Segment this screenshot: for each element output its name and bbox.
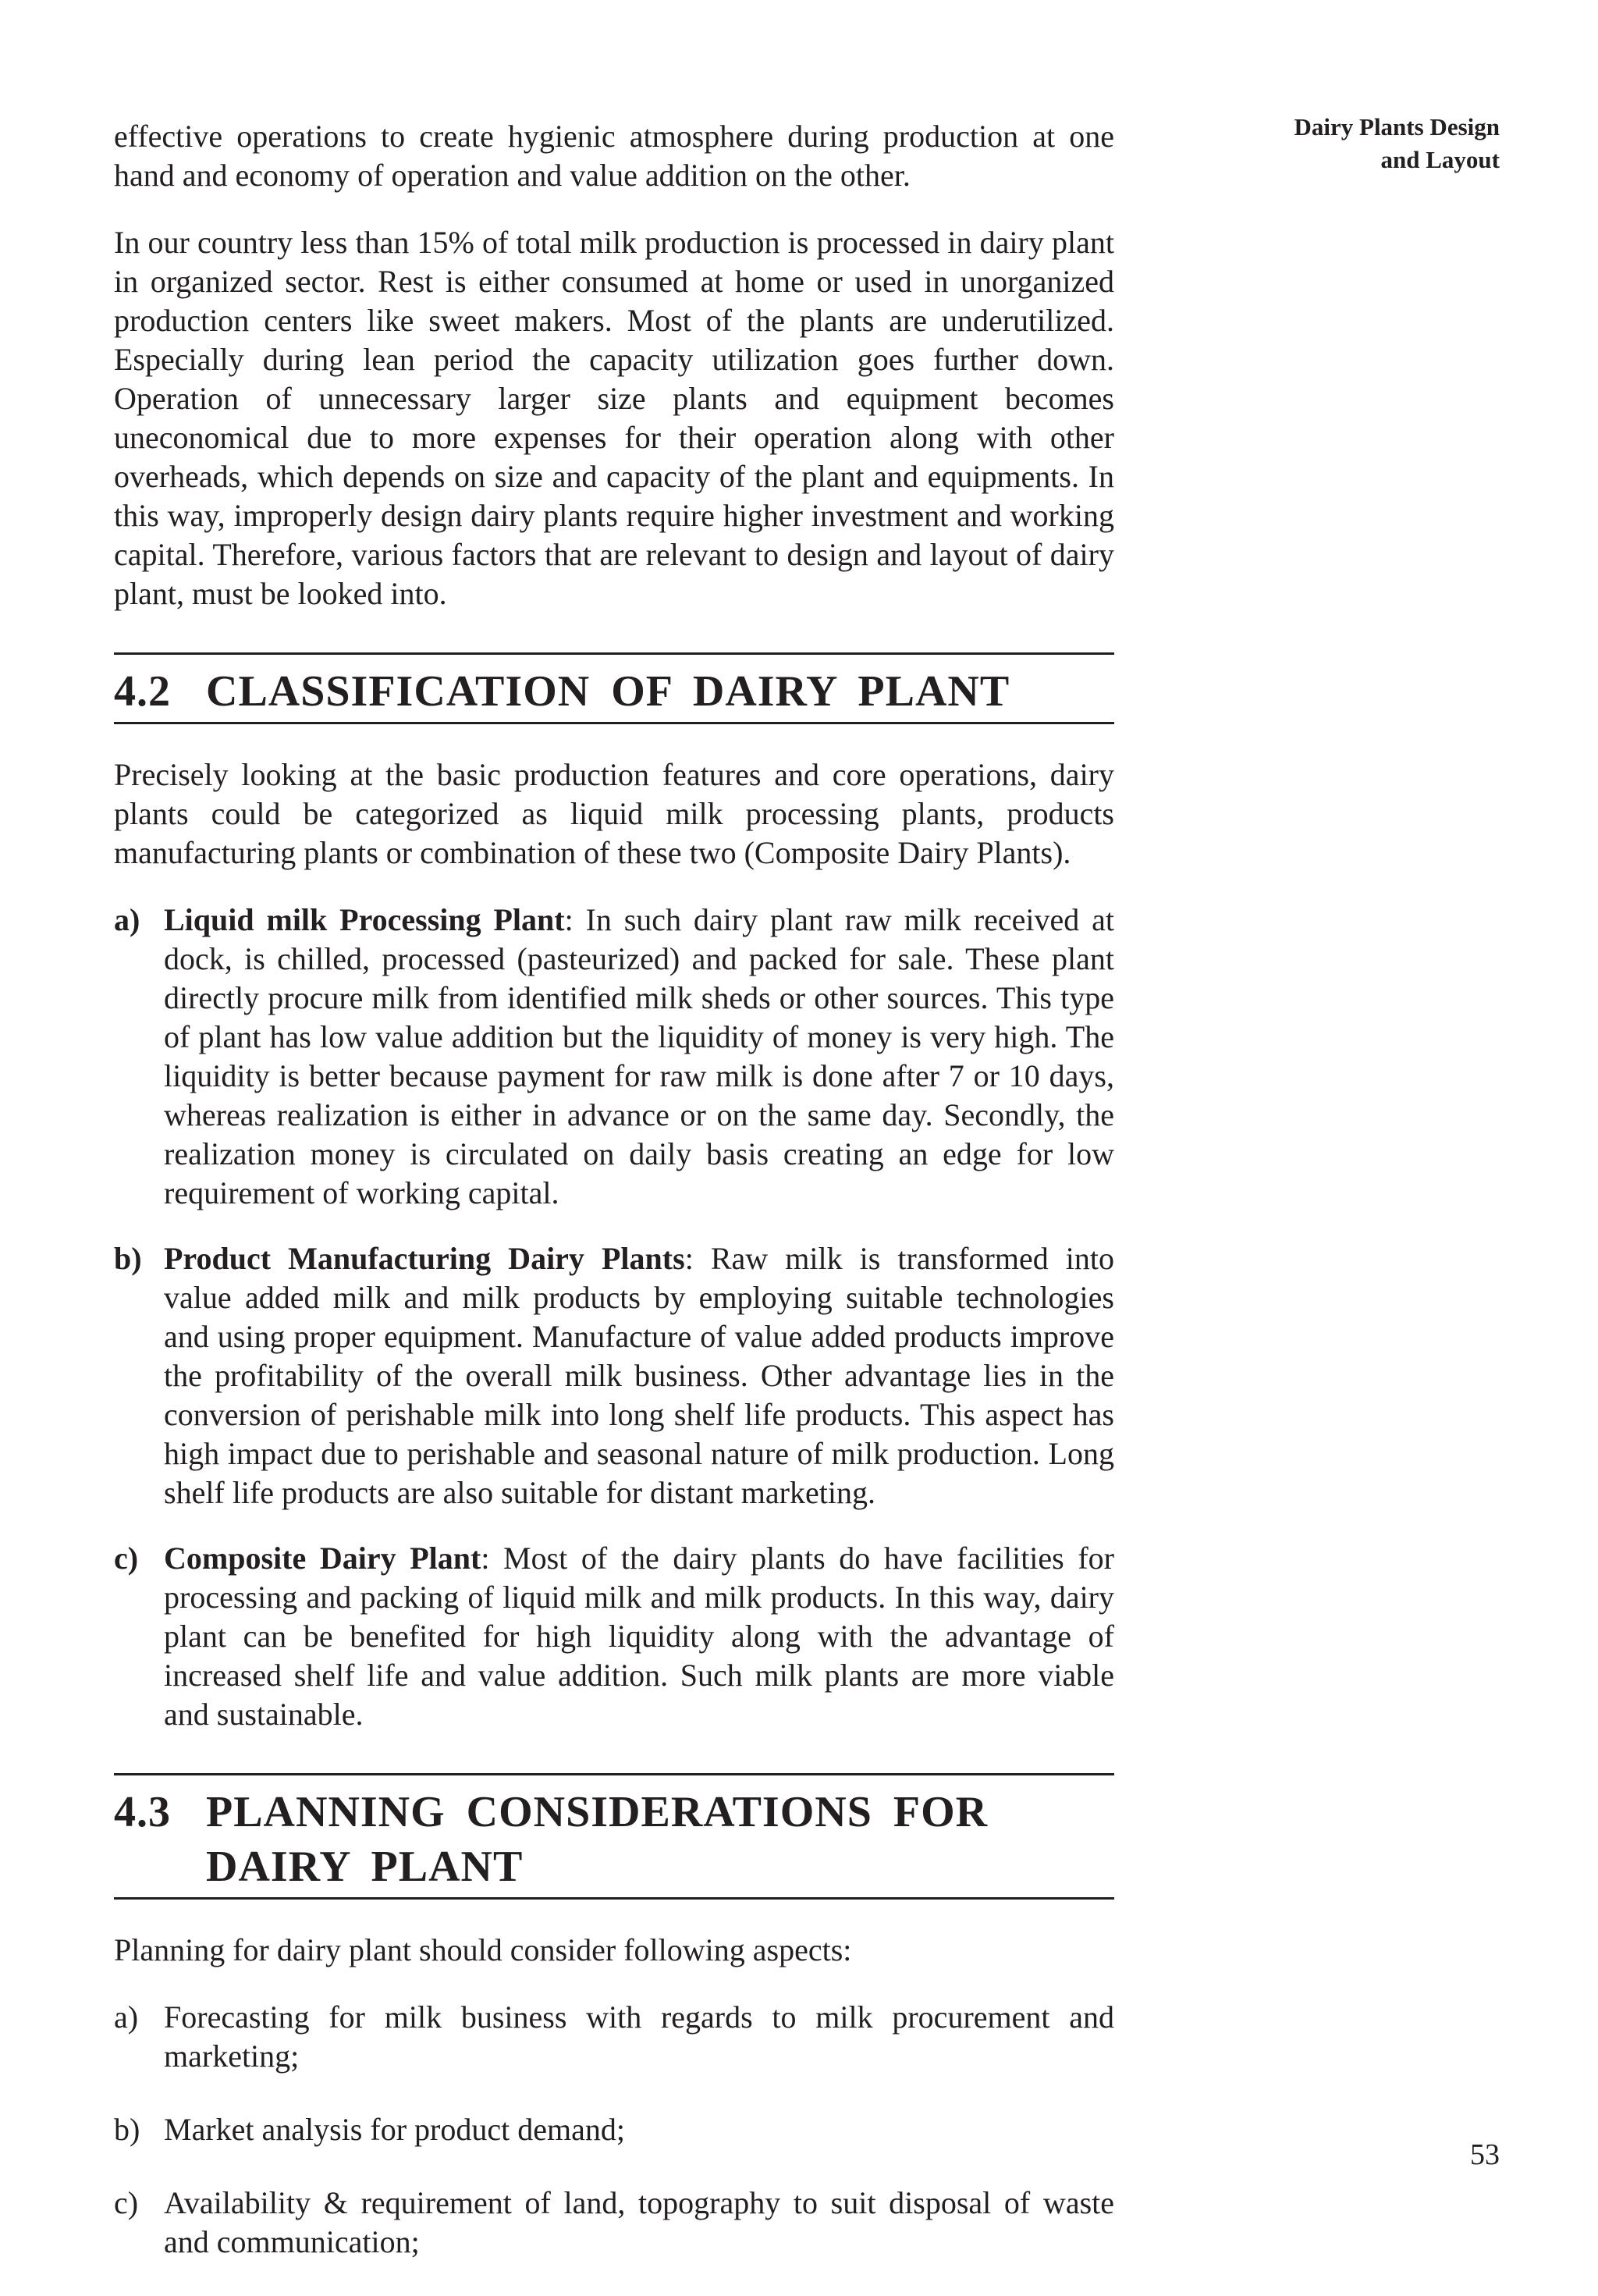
list-item: [114, 901, 1114, 1213]
section-number: 4.3: [114, 1788, 171, 1836]
page-number: 53: [1470, 2138, 1500, 2171]
section-4-2-intro: Precisely looking at the basic production features and core operations, dairy plants could be categorized as liquid milk processing plants, products manufacturing plants or combination of these two (Composite Dairy Plants).: [114, 757, 1114, 870]
list-item-text: Availability & requirement of land, topography to suit disposal of waste and communication;: [164, 2185, 1114, 2259]
list-item-text: Market analysis for product demand;: [164, 2112, 625, 2147]
intro-paragraph-2: In our country less than 15% of total milk production is processed in dairy plant in organized sector. Rest is either consumed at home or used in unorganized production centers like sweet makers. Most of the plants are underutilized. Especially during lean period the capacity utilization goes further down. Operation of unnecessary larger size plants and equipment becomes uneconomical due to more expenses for their operation along with other overheads, which depends on size and capacity of the plant and equipments. In this way, improperly design dairy plants require higher investment and working capital. Therefore, various factors that are relevant to design and layout of dairy plant, must be looked into.: [114, 225, 1114, 611]
main-text-column: [114, 117, 1114, 2296]
section-4-3-heading: [114, 1773, 1114, 1900]
list-item-term: Product Manufacturing Dairy Plants: [164, 1241, 685, 1276]
section-4-3-intro: Planning for dairy plant should consider following aspects:: [114, 1932, 852, 1967]
section-title: CLASSIFICATION OF DAIRY PLANT: [206, 667, 1010, 716]
running-header-line-2: and Layout: [1380, 146, 1500, 173]
list-item-text: Forecasting for milk business with regards to milk procurement and marketing;: [164, 1999, 1114, 2074]
list-marker: a): [114, 902, 140, 937]
running-header: [1170, 111, 1500, 176]
section-4-2-heading: [114, 652, 1114, 724]
list-item-text: : In such dairy plant raw milk received at dock, is chilled, processed (pasteurized) and packed for sale. These plant directly procure milk from identified milk sheds or other sources. This type of plant has low value addition but the liquidity of money is very high. The liquidity is better because payment for raw milk is done after 7 or 10 days, whereas realization is either in advance or on the same day. Secondly, the realization money is circulated on daily basis creating an edge for low requirement of working capital.: [164, 902, 1114, 1210]
list-marker: b): [114, 2112, 140, 2147]
section-number: 4.2: [114, 667, 171, 716]
intro-paragraph-1: effective operations to create hygienic atmosphere during production at one hand and economy of operation and value addition on the other.: [114, 119, 1114, 193]
list-item: [114, 1539, 1114, 1734]
list-marker: c): [114, 1541, 139, 1576]
list-item-body: [164, 1539, 1114, 1734]
list-item: [114, 2184, 1114, 2262]
running-header-line-1: Dairy Plants Design: [1294, 113, 1500, 140]
list-marker: b): [114, 1241, 142, 1276]
list-item-term: Composite Dairy Plant: [164, 1541, 481, 1576]
list-item-text: : Most of the dairy plants do have facilities for processing and packing of liquid milk and milk products. In this way, dairy plant can be benefited for high liquidity along with the advantage of increased shelf life and value addition. Such milk plants are more viable and sustainable.: [164, 1541, 1114, 1732]
list-item: [114, 2110, 1114, 2149]
section-title: [206, 1785, 1114, 1894]
list-item: [114, 1239, 1114, 1512]
section-title-line-2: DAIRY PLANT: [206, 1843, 524, 1891]
list-item-body: [164, 1239, 1114, 1512]
list-item-text: : Raw milk is transformed into value added milk and milk products by employing suitable technologies and using proper equipment. Manufacture of value added products improve the profitability of the overall milk business. Other advantage lies in the conversion of perishable milk into long shelf life products. This aspect has high impact due to perishable and seasonal nature of milk production. Long shelf life products are also suitable for distant marketing.: [164, 1241, 1114, 1510]
list-item-body: [164, 901, 1114, 1213]
list-marker: c): [114, 2185, 139, 2220]
list-marker: a): [114, 1999, 139, 2035]
list-item: [114, 1998, 1114, 2076]
section-title-line-1: PLANNING CONSIDERATIONS FOR: [206, 1788, 989, 1836]
list-item-term: Liquid milk Processing Plant: [164, 902, 565, 937]
